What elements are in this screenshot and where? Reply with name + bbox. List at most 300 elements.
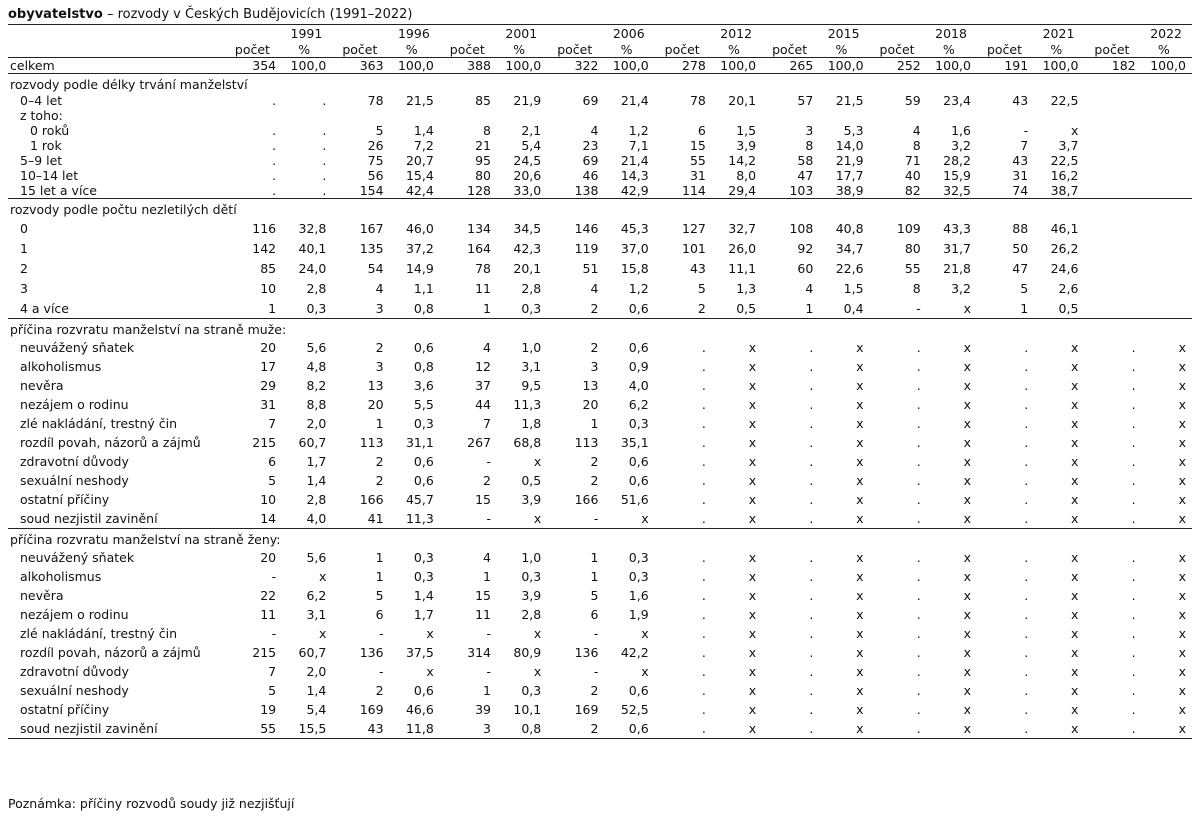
table-row xyxy=(8,183,1192,199)
percent-cell: 0,3 xyxy=(306,300,327,316)
count-cell: 19 xyxy=(260,702,277,717)
count-cell: 215 xyxy=(252,435,277,450)
count-cell: . xyxy=(272,93,277,108)
count-cell: 169 xyxy=(574,702,599,717)
count-cell: . xyxy=(701,340,706,355)
count-cell: 5 xyxy=(268,473,277,488)
percent-cell: 2,0 xyxy=(306,416,327,431)
percent-cell xyxy=(1140,238,1192,258)
table-row xyxy=(8,509,1192,529)
percent-cell: x xyxy=(963,454,971,469)
count-cell: 2 xyxy=(483,473,491,488)
count-cell: 47 xyxy=(797,168,814,183)
percent-cell: x xyxy=(856,359,864,374)
row-label: 10–14 let xyxy=(20,168,79,183)
count-cell: 3 xyxy=(590,359,599,374)
table-row xyxy=(8,123,1192,138)
percent-cell: 5,4 xyxy=(521,138,542,153)
percent-cell: 0,5 xyxy=(736,300,757,316)
section-header xyxy=(8,529,1192,549)
percent-cell: x xyxy=(963,588,971,603)
count-cell: 252 xyxy=(870,58,925,74)
percent-cell: 4,0 xyxy=(306,511,327,526)
percent-cell: 1,5 xyxy=(843,280,864,296)
count-cell: . xyxy=(1024,359,1029,374)
table-row xyxy=(8,338,1192,357)
percent-cell: 1,0 xyxy=(521,550,542,565)
percent-cell: 15,5 xyxy=(280,719,332,739)
count-cell: . xyxy=(809,473,814,488)
table-row xyxy=(8,298,1192,319)
percent-cell: 21,5 xyxy=(835,93,864,108)
count-cell: . xyxy=(655,719,710,739)
count-cell: - xyxy=(593,664,599,679)
percent-cell: x xyxy=(1178,359,1186,374)
count-cell: . xyxy=(1024,645,1029,660)
percent-cell: x xyxy=(856,683,864,698)
percent-cell: x xyxy=(856,378,864,393)
count-cell: 8 xyxy=(912,280,921,296)
percent-cell: 0,3 xyxy=(521,683,542,698)
count-header: počet xyxy=(772,42,808,57)
count-cell: 15 xyxy=(689,138,706,153)
count-cell: . xyxy=(1131,378,1136,393)
percent-cell: 34,5 xyxy=(513,220,542,236)
year-header: 2022 xyxy=(1084,25,1192,43)
percent-cell: x xyxy=(318,626,327,641)
percent-cell: 5,4 xyxy=(306,702,327,717)
count-cell: 1 xyxy=(590,569,599,584)
count-cell: - xyxy=(486,454,491,469)
count-cell: 95 xyxy=(475,153,491,168)
percent-cell: x xyxy=(1071,435,1079,450)
count-cell: 11 xyxy=(260,607,277,622)
count-cell: . xyxy=(1131,397,1136,412)
percent-cell: x xyxy=(856,550,864,565)
percent-cell: 5,5 xyxy=(413,397,434,412)
percent-cell: 7,2 xyxy=(413,138,434,153)
count-cell: . xyxy=(977,719,1032,739)
percent-cell: 1,0 xyxy=(521,340,542,355)
count-cell: 164 xyxy=(467,240,491,256)
percent-cell: x xyxy=(963,473,971,488)
count-cell: 135 xyxy=(359,240,384,256)
count-cell: . xyxy=(701,645,706,660)
percent-cell: 1,6 xyxy=(951,123,971,138)
count-cell: 69 xyxy=(582,153,599,168)
count-cell: 2 xyxy=(547,719,602,739)
count-cell: 5 xyxy=(268,683,277,698)
count-cell xyxy=(440,108,495,123)
count-cell: 11 xyxy=(475,280,491,296)
percent-cell: 0,8 xyxy=(413,359,434,374)
percent-cell: 2,6 xyxy=(1058,280,1079,296)
count-cell: - xyxy=(486,664,491,679)
count-cell: 2 xyxy=(375,340,384,355)
percent-cell: 100,0 xyxy=(1140,58,1192,74)
percent-cell: . xyxy=(322,123,327,138)
table-row xyxy=(8,605,1192,624)
count-cell: 4 xyxy=(375,280,384,296)
count-cell: 265 xyxy=(762,58,817,74)
percent-cell: x xyxy=(1071,123,1079,138)
percent-cell: 14,9 xyxy=(405,260,434,276)
count-cell: 3 xyxy=(440,719,495,739)
percent-cell: 7,1 xyxy=(628,138,649,153)
count-cell: 363 xyxy=(332,58,387,74)
percent-cell: 45,7 xyxy=(405,492,434,507)
percent-cell: x xyxy=(1178,454,1186,469)
table-row xyxy=(8,624,1192,643)
count-cell: 8 xyxy=(805,138,814,153)
percent-cell: 1,4 xyxy=(413,123,434,138)
percent-cell: x xyxy=(1071,454,1079,469)
row-label: celkem xyxy=(8,58,225,74)
percent-cell: 35,1 xyxy=(620,435,649,450)
count-cell: 46 xyxy=(582,168,599,183)
count-cell: 103 xyxy=(789,183,814,198)
count-cell: 2 xyxy=(590,473,599,488)
row-label: soud nezjistil zavinění xyxy=(8,719,225,739)
count-cell: . xyxy=(701,473,706,488)
count-cell: . xyxy=(272,168,277,183)
percent-cell: x xyxy=(748,626,757,641)
count-cell: . xyxy=(809,588,814,603)
percent-cell: 6,2 xyxy=(306,588,327,603)
count-cell: . xyxy=(809,626,814,641)
count-cell: . xyxy=(916,645,921,660)
count-cell: 1 xyxy=(375,416,384,431)
percent-cell: x xyxy=(426,664,434,679)
count-cell: . xyxy=(701,664,706,679)
percent-cell: x xyxy=(856,607,864,622)
count-cell: . xyxy=(1131,511,1136,526)
percent-cell: 15,8 xyxy=(620,260,649,276)
percent-cell: 8,8 xyxy=(306,397,327,412)
percent-cell: 1,4 xyxy=(413,588,434,603)
count-cell xyxy=(1084,93,1139,108)
count-cell: . xyxy=(272,123,277,138)
count-cell xyxy=(1084,258,1139,278)
count-cell: 116 xyxy=(252,220,277,236)
section-title: příčina rozvratu manželství na straně ženy: xyxy=(8,529,1192,549)
row-label: z toho: xyxy=(20,108,63,123)
count-cell: - xyxy=(379,664,384,679)
percent-cell: x xyxy=(1178,569,1186,584)
table-row xyxy=(8,490,1192,509)
percent-cell: x xyxy=(1178,511,1186,526)
row-label: 15 let a více xyxy=(20,183,97,198)
count-cell: 267 xyxy=(467,435,491,450)
percent-cell: x xyxy=(1178,397,1186,412)
percent-cell: 0,6 xyxy=(628,683,649,698)
count-cell: 7 xyxy=(1020,138,1029,153)
pct-header: % xyxy=(513,42,526,57)
count-cell: 71 xyxy=(904,153,921,168)
percent-cell: 14,2 xyxy=(728,153,757,168)
percent-cell: 1,8 xyxy=(521,416,542,431)
count-cell: 5 xyxy=(590,588,599,603)
percent-cell: x xyxy=(1071,492,1079,507)
table-row xyxy=(8,168,1192,183)
section-title: rozvody podle počtu nezletilých dětí xyxy=(8,199,1192,219)
pct-header: % xyxy=(728,42,740,57)
count-cell: . xyxy=(1131,683,1136,698)
percent-cell: x xyxy=(856,416,864,431)
count-cell: . xyxy=(1024,683,1029,698)
percent-cell: . xyxy=(322,138,327,153)
count-cell: 1 xyxy=(268,300,277,316)
count-header: počet xyxy=(1094,42,1130,57)
row-label: 1 xyxy=(20,240,28,256)
count-cell: 5 xyxy=(697,280,706,296)
count-cell: 22 xyxy=(260,588,277,603)
percent-cell: 1,7 xyxy=(306,454,327,469)
section-header xyxy=(8,74,1192,94)
percent-cell: 20,7 xyxy=(405,153,434,168)
count-cell: . xyxy=(701,359,706,374)
count-cell: - xyxy=(1023,123,1029,138)
count-cell: 134 xyxy=(467,220,491,236)
count-cell: . xyxy=(916,473,921,488)
percent-cell: 5,6 xyxy=(306,340,327,355)
row-label: 0 xyxy=(20,220,28,236)
percent-cell xyxy=(1140,298,1192,319)
count-cell: 43 xyxy=(1012,93,1029,108)
count-cell: 167 xyxy=(359,220,384,236)
count-cell: . xyxy=(272,138,277,153)
percent-cell: x xyxy=(641,664,649,679)
percent-cell: 0,3 xyxy=(628,569,649,584)
percent-cell: x xyxy=(1071,607,1079,622)
percent-cell: x xyxy=(1178,416,1186,431)
percent-cell: x xyxy=(963,664,971,679)
percent-cell: x xyxy=(963,702,971,717)
count-cell: . xyxy=(1131,550,1136,565)
count-cell: . xyxy=(1131,626,1136,641)
percent-cell: x xyxy=(963,511,971,526)
count-cell: . xyxy=(809,683,814,698)
percent-cell: x xyxy=(817,719,869,739)
count-cell: 44 xyxy=(475,397,491,412)
percent-cell: 32,7 xyxy=(728,220,757,236)
percent-cell: 0,6 xyxy=(413,473,434,488)
percent-cell: x xyxy=(748,359,757,374)
count-cell: 56 xyxy=(367,168,384,183)
count-cell: . xyxy=(916,511,921,526)
count-cell: 31 xyxy=(689,168,706,183)
percent-cell: 3,1 xyxy=(306,607,327,622)
percent-cell: 100,0 xyxy=(925,58,977,74)
count-cell: 6 xyxy=(268,454,277,469)
count-cell: . xyxy=(1131,435,1136,450)
percent-cell: x xyxy=(963,683,971,698)
count-cell: 166 xyxy=(359,492,384,507)
percent-cell: 0,4 xyxy=(843,300,864,316)
table-row xyxy=(8,278,1192,298)
count-cell: 31 xyxy=(1012,168,1029,183)
count-cell: . xyxy=(272,183,277,198)
count-cell: 10 xyxy=(260,280,277,296)
percent-cell: 0,6 xyxy=(413,454,434,469)
table-row xyxy=(8,258,1192,278)
percent-cell: 14,0 xyxy=(835,138,864,153)
percent-cell: 0,5 xyxy=(521,473,542,488)
percent-cell: 38,7 xyxy=(1050,183,1079,198)
count-cell: . xyxy=(701,569,706,584)
percent-cell: 20,6 xyxy=(513,168,542,183)
percent-cell: 11,3 xyxy=(405,511,434,526)
percent-cell: 0,3 xyxy=(628,416,649,431)
percent-cell: 24,5 xyxy=(513,153,542,168)
percent-cell: x xyxy=(963,607,971,622)
percent-cell: 3,1 xyxy=(521,359,542,374)
count-cell: 8 xyxy=(483,123,491,138)
count-cell: 322 xyxy=(547,58,602,74)
count-cell: . xyxy=(1024,569,1029,584)
table-row xyxy=(8,681,1192,700)
count-cell: . xyxy=(809,359,814,374)
count-cell: . xyxy=(809,607,814,622)
page xyxy=(8,6,1192,811)
table-row xyxy=(8,376,1192,395)
percent-cell: 17,7 xyxy=(835,168,864,183)
table-row xyxy=(8,153,1192,168)
count-cell: 10 xyxy=(260,492,277,507)
count-cell: 128 xyxy=(467,183,491,198)
year-header-row xyxy=(8,25,1192,43)
percent-cell: 37,5 xyxy=(405,645,434,660)
percent-cell xyxy=(1140,183,1192,199)
count-cell xyxy=(547,108,602,123)
count-cell: . xyxy=(701,454,706,469)
percent-cell: x xyxy=(533,626,542,641)
year-header: 2001 xyxy=(440,25,547,43)
percent-cell: x xyxy=(856,473,864,488)
row-label: 4 a více xyxy=(20,300,69,316)
count-cell: 75 xyxy=(367,153,384,168)
percent-cell: x xyxy=(1178,702,1186,717)
count-cell: - xyxy=(379,626,384,641)
count-cell: . xyxy=(272,153,277,168)
count-cell: 4 xyxy=(912,123,921,138)
percent-cell: x xyxy=(1178,588,1186,603)
count-cell: 23 xyxy=(582,138,599,153)
count-cell: 55 xyxy=(689,153,706,168)
percent-cell: 1,5 xyxy=(736,123,757,138)
percent-cell: 21,5 xyxy=(405,93,434,108)
percent-cell: x xyxy=(1178,683,1186,698)
table-row xyxy=(8,719,1192,739)
percent-cell xyxy=(280,108,332,123)
percent-cell: 5,3 xyxy=(843,123,864,138)
count-cell: 20 xyxy=(582,397,599,412)
percent-cell: 0,3 xyxy=(413,416,434,431)
count-cell: . xyxy=(701,588,706,603)
count-cell: . xyxy=(809,397,814,412)
count-cell: 2 xyxy=(375,473,384,488)
percent-cell: 3,7 xyxy=(1058,138,1079,153)
count-cell xyxy=(870,108,925,123)
count-cell: 2 xyxy=(590,454,599,469)
percent-cell: 52,5 xyxy=(620,702,649,717)
count-cell: . xyxy=(916,378,921,393)
percent-cell: 24,0 xyxy=(298,260,327,276)
percent-cell xyxy=(495,108,547,123)
count-cell: 2 xyxy=(697,300,706,316)
count-cell: 55 xyxy=(225,719,280,739)
count-cell: 43 xyxy=(1012,153,1029,168)
percent-cell: x xyxy=(1178,550,1186,565)
count-cell: 136 xyxy=(359,645,384,660)
row-label: 1 rok xyxy=(30,138,62,153)
percent-cell: 46,1 xyxy=(1050,220,1079,236)
count-cell: 2 xyxy=(590,300,599,316)
percent-cell: 22,5 xyxy=(1050,153,1079,168)
count-cell: 2 xyxy=(375,683,384,698)
percent-cell: 2,8 xyxy=(306,280,327,296)
table-row xyxy=(8,433,1192,452)
count-cell: 80 xyxy=(904,240,921,256)
count-cell: 1 xyxy=(483,683,491,698)
percent-cell: 68,8 xyxy=(513,435,542,450)
count-cell xyxy=(1084,108,1139,123)
year-header: 2015 xyxy=(762,25,869,43)
percent-cell: 11,8 xyxy=(388,719,440,739)
table-row xyxy=(8,548,1192,567)
percent-cell: 0,8 xyxy=(413,300,434,316)
count-cell: . xyxy=(916,550,921,565)
count-cell: 20 xyxy=(260,550,277,565)
percent-cell: 9,5 xyxy=(521,378,542,393)
percent-cell: 11,3 xyxy=(513,397,542,412)
percent-cell: x xyxy=(963,569,971,584)
percent-cell: x xyxy=(1071,473,1079,488)
percent-cell: x xyxy=(1071,511,1079,526)
count-cell: . xyxy=(1131,492,1136,507)
percent-cell: 46,6 xyxy=(405,702,434,717)
count-cell: . xyxy=(809,454,814,469)
count-cell: 5 xyxy=(375,588,384,603)
percent-cell: x xyxy=(963,300,971,316)
percent-cell: 8,2 xyxy=(306,378,327,393)
count-cell: 3 xyxy=(805,123,814,138)
count-cell: . xyxy=(1024,378,1029,393)
row-label: nezájem o rodinu xyxy=(20,397,129,412)
count-cell: . xyxy=(916,702,921,717)
percent-cell: 15,9 xyxy=(943,168,971,183)
count-cell: . xyxy=(701,702,706,717)
count-cell: 29 xyxy=(260,378,277,393)
count-cell: 1 xyxy=(805,300,814,316)
percent-cell xyxy=(925,108,977,123)
year-header: 2018 xyxy=(870,25,977,43)
percent-cell xyxy=(1140,123,1192,138)
count-cell: 278 xyxy=(655,58,710,74)
percent-cell: x xyxy=(1178,645,1186,660)
percent-cell: 1,4 xyxy=(306,683,327,698)
count-cell: . xyxy=(916,569,921,584)
count-cell: 43 xyxy=(689,260,706,276)
count-cell: . xyxy=(916,664,921,679)
count-cell: . xyxy=(1131,607,1136,622)
count-cell: 12 xyxy=(475,359,491,374)
count-cell: . xyxy=(1024,473,1029,488)
count-cell: 136 xyxy=(574,645,599,660)
percent-cell: 1,1 xyxy=(413,280,434,296)
count-cell: . xyxy=(809,492,814,507)
count-cell: . xyxy=(916,435,921,450)
